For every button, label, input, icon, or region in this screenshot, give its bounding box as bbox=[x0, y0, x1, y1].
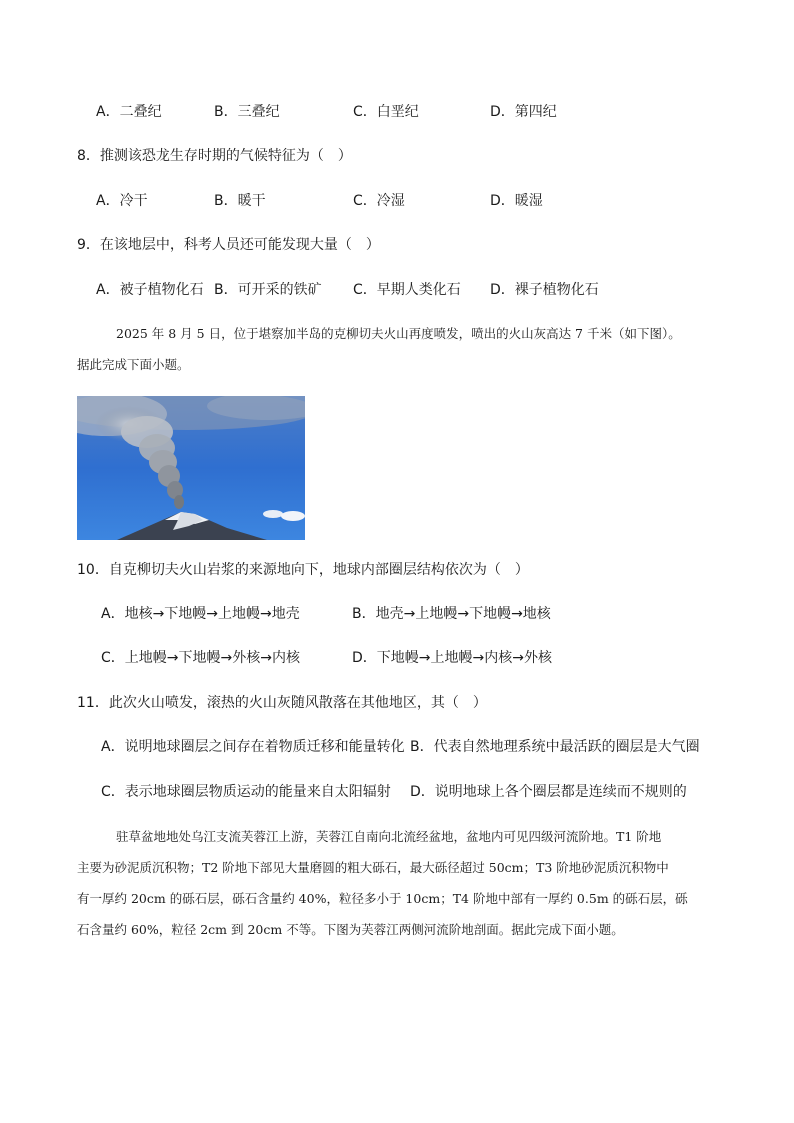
passage1-line2: 据此完成下面小题。 bbox=[77, 357, 190, 372]
q7-option-a: A．二叠纪 bbox=[96, 104, 162, 120]
q9-option-c: C．早期人类化石 bbox=[353, 282, 461, 298]
q9-stem: 9．在该地层中，科考人员还可能发现大量（ ） bbox=[77, 237, 380, 253]
q7-option-b: B．三叠纪 bbox=[214, 104, 280, 120]
q8-stem: 8．推测该恐龙生存时期的气候特征为（ ） bbox=[77, 148, 352, 164]
q11-option-b: B．代表自然地理系统中最活跃的圈层是大气圈 bbox=[410, 739, 700, 755]
q10-option-a: A．地核→下地幔→上地幔→地壳 bbox=[101, 606, 300, 622]
q8-option-a: A．冷干 bbox=[96, 193, 148, 209]
passage2-line3: 有一厚约 20cm 的砾石层，砾石含量约 40%，粒径多小于 10cm；T4 阶地中部有一厚约 0.5m 的砾石层，砾 bbox=[77, 891, 688, 906]
passage2-line1: 驻草盆地地处乌江支流芙蓉江上游，芙蓉江自南向北流经盆地，盆地内可见四级河流阶地。T1 阶地 bbox=[116, 829, 662, 844]
q7-option-d: D．第四纪 bbox=[490, 104, 557, 120]
q11-option-c: C．表示地球圈层物质运动的能量来自太阳辐射 bbox=[101, 784, 391, 800]
q9-option-a: A．被子植物化石 bbox=[96, 282, 204, 298]
q7-option-c: C．白垩纪 bbox=[353, 104, 419, 120]
q10-stem: 10．自克柳切夫火山岩浆的来源地向下，地球内部圈层结构依次为（ ） bbox=[77, 562, 529, 578]
q9-option-b: B．可开采的铁矿 bbox=[214, 282, 322, 298]
volcano-eruption-photo bbox=[77, 396, 305, 540]
q11-stem: 11．此次火山喷发，滚热的火山灰随风散落在其他地区，其（ ） bbox=[77, 695, 487, 711]
passage1-line1: 2025 年 8 月 5 日，位于堪察加半岛的克柳切夫火山再度喷发，喷出的火山灰高达 7 千米（如下图）。 bbox=[116, 326, 681, 341]
q10-option-d: D．下地幔→上地幔→内核→外核 bbox=[352, 650, 552, 666]
q8-option-c: C．冷湿 bbox=[353, 193, 405, 209]
q11-option-a: A．说明地球圈层之间存在着物质迁移和能量转化 bbox=[101, 739, 405, 755]
passage2-line4: 石含量约 60%，粒径 2cm 到 20cm 不等。下图为芙蓉江两侧河流阶地剖面。据此完成下面小题。 bbox=[77, 922, 624, 937]
q10-option-b: B．地壳→上地幔→下地幔→地核 bbox=[352, 606, 551, 622]
q9-option-d: D．裸子植物化石 bbox=[490, 282, 599, 298]
q8-option-d: D．暖湿 bbox=[490, 193, 543, 209]
q11-option-d: D．说明地球上各个圈层都是连续而不规则的 bbox=[410, 784, 687, 800]
q10-option-c: C．上地幔→下地幔→外核→内核 bbox=[101, 650, 300, 666]
q8-option-b: B．暖干 bbox=[214, 193, 266, 209]
passage2-line2: 主要为砂泥质沉积物；T2 阶地下部见大量磨圆的粗大砾石，最大砾径超过 50cm；T3 阶地砂泥质沉积物中 bbox=[77, 860, 669, 875]
